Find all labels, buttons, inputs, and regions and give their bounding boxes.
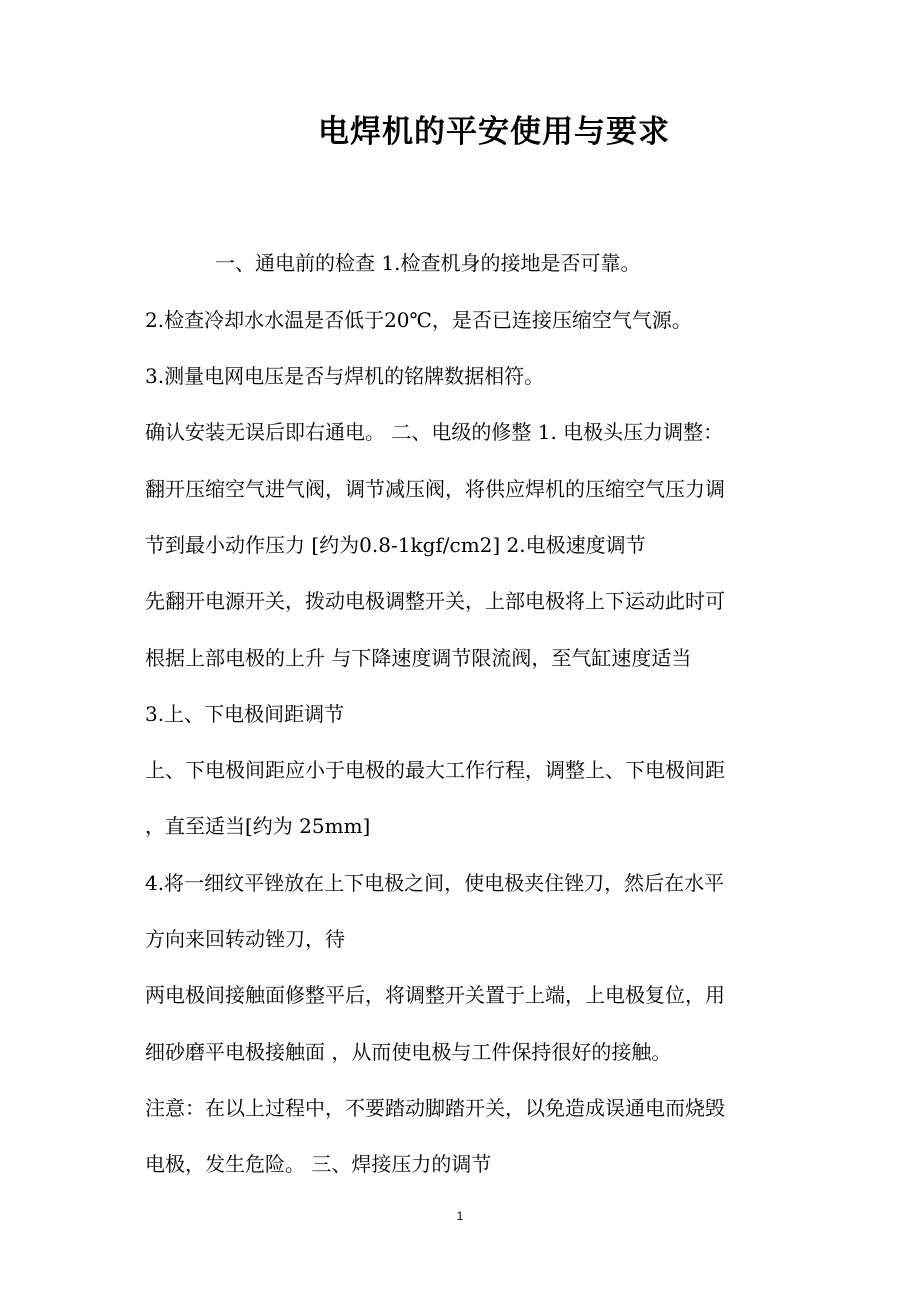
text-line-2: 2.检查冷却水水温是否低于20℃，是否已连接压缩空气气源。: [145, 308, 692, 332]
text-line-16: 注意：在以上过程中，不要踏动脚踏开关，以免造成误通电而烧毁: [145, 1096, 725, 1120]
text-line-8: 根据上部电极的上升 与下降速度调节限流阀，至气缸速度适当: [145, 646, 692, 670]
text-line-4: 确认安装无误后即右通电。 二、电级的修整 1. 电极头压力调整：: [145, 420, 724, 444]
text-line-15: 细砂磨平电极接触面 ，从而使电极与工件保持很好的接触。: [145, 1040, 672, 1064]
text-line-11: ，直至适当[约为 25mm]: [145, 814, 371, 838]
document-title: 电焊机的平安使用与要求: [318, 114, 670, 150]
text-line-1: 一、通电前的检查 1.检查机身的接地是否可靠。: [215, 251, 641, 275]
text-line-13: 方向来回转动锉刀，待: [145, 927, 345, 951]
text-line-10: 上、下电极间距应小于电极的最大工作行程，调整上、下电极间距: [145, 758, 725, 782]
text-line-6: 节到最小动作压力 [约为0.8-1kgf/cm2] 2.电极速度调节: [145, 533, 646, 557]
text-line-12: 4.将一细纹平锉放在上下电极之间，使电极夹住锉刀，然后在水平: [145, 871, 725, 895]
text-line-3: 3.测量电网电压是否与焊机的铭牌数据相符。: [145, 364, 545, 388]
text-line-14: 两电极间接触面修整平后，将调整开关置于上端，上电极复位，用: [145, 983, 725, 1007]
text-line-17: 电极，发生危险。 三、焊接压力的调节: [145, 1152, 492, 1176]
text-line-5: 翻开压缩空气进气阀，调节减压阀，将供应焊机的压缩空气压力调: [145, 477, 725, 501]
text-line-7: 先翻开电源开关，拨动电极调整开关，上部电极将上下运动此时可: [145, 589, 725, 613]
text-line-9: 3.上、下电极间距调节: [145, 702, 345, 726]
page-number: 1: [456, 1209, 464, 1223]
